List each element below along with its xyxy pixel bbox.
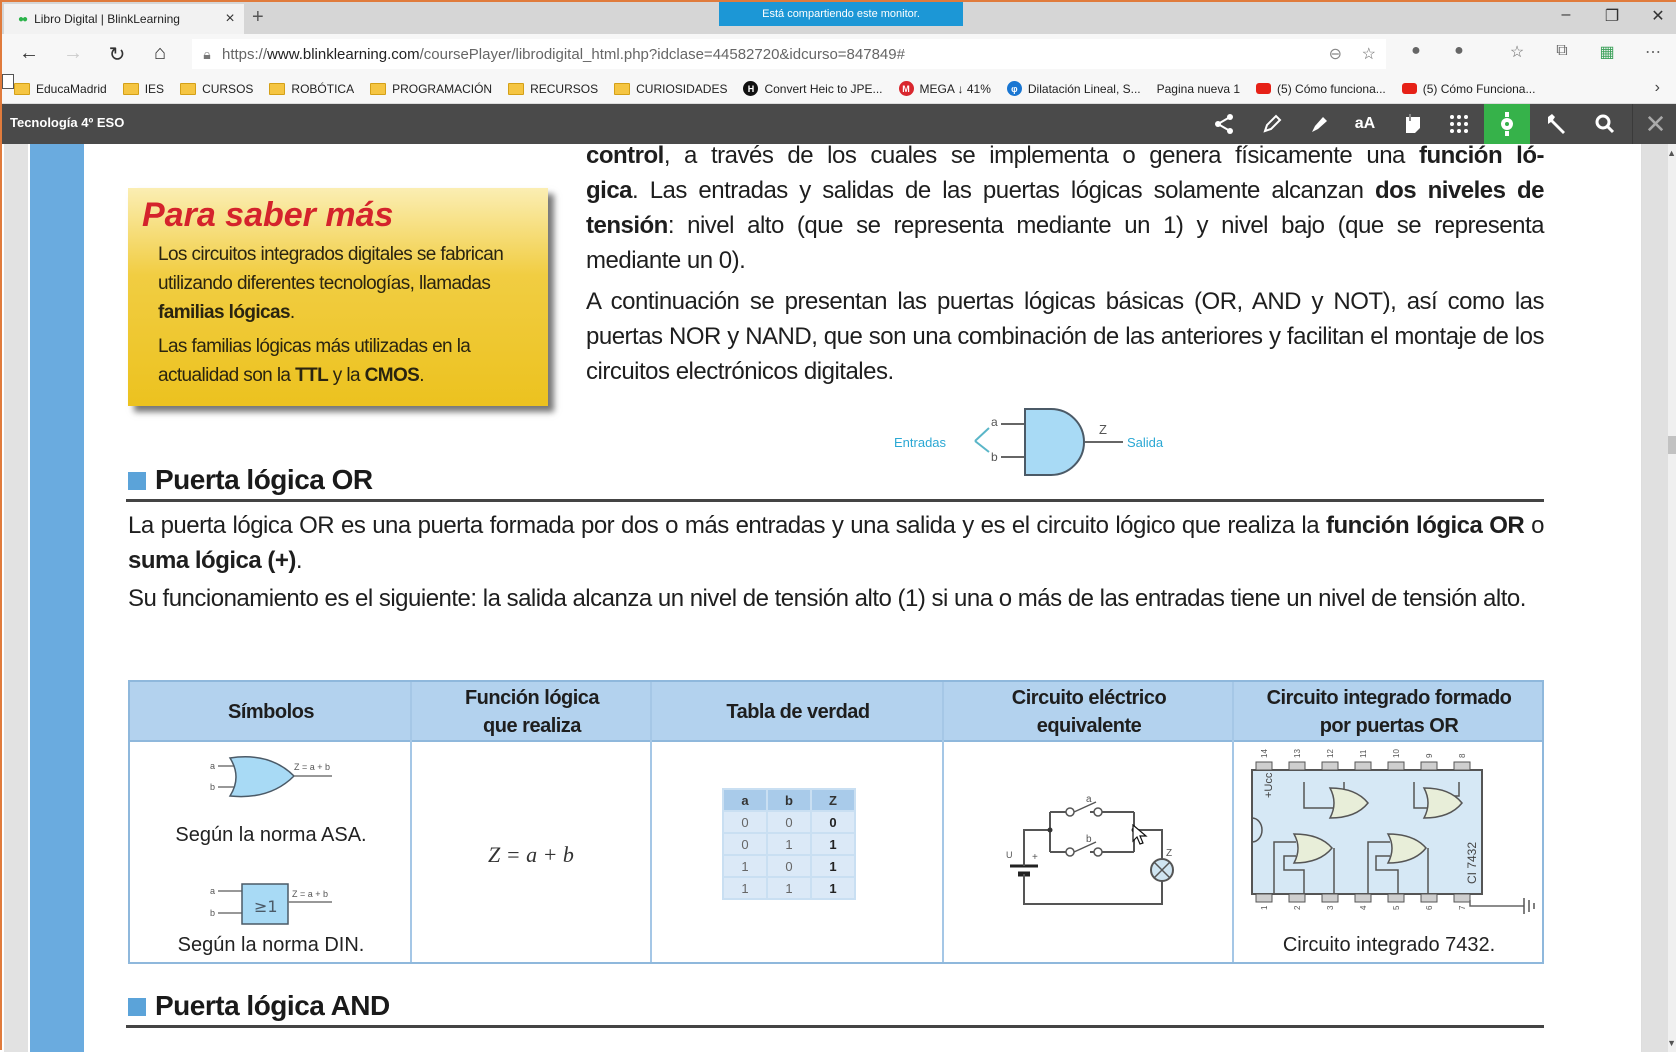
or-paragraph-2: Su funcionamiento es el siguiente: la salida alcanza un nivel de tensión alto (1) si una o más de las entradas tiene un nivel de tensión alto.: [128, 585, 1526, 612]
heading-and-label: Puerta lógica AND: [155, 990, 390, 1021]
heading-bullet-icon: [128, 998, 146, 1016]
share-icon[interactable]: [1201, 104, 1247, 144]
site-favicon-icon: H: [743, 81, 758, 96]
ic-pin-number: 8: [1458, 753, 1467, 758]
gate-input-a: a: [991, 415, 998, 429]
text-size-icon[interactable]: aA: [1354, 115, 1376, 132]
truth-row: [723, 833, 855, 855]
bookmark-item[interactable]: [1007, 81, 1141, 96]
text-line: [586, 208, 1544, 243]
scrollbar-thumb[interactable]: [1668, 436, 1676, 454]
extension-icon[interactable]: ●: [1454, 42, 1464, 59]
para-saber-mas-box: [128, 188, 548, 406]
bookmark-label: (5) Cómo Funciona...: [1422, 81, 1536, 96]
section-heading-and: [126, 990, 1544, 1028]
switch-b-label: b: [1086, 834, 1092, 845]
folder-icon: [370, 83, 386, 95]
truth-row: [723, 855, 855, 877]
ic-pin: [1421, 762, 1437, 770]
ic-caption: Circuito integrado 7432.: [1282, 934, 1496, 956]
book-title: Tecnología 4º ESO: [10, 115, 125, 130]
forward-button[interactable]: →: [63, 42, 83, 64]
text-run: Las familias lógicas más utilizadas en la actualidad son la: [158, 336, 471, 386]
svg-text:a: a: [210, 761, 216, 771]
tab-strip: [2, 2, 1676, 34]
navigation-bar: [2, 34, 1676, 74]
extension-icon[interactable]: ●: [1411, 42, 1421, 59]
bookmark-label: EducaMadrid: [36, 81, 107, 96]
ic-pin: [1388, 894, 1404, 902]
ic-pin: [1355, 762, 1371, 770]
ic-pin-number: 4: [1359, 905, 1368, 910]
marker-icon[interactable]: [1296, 104, 1342, 144]
asa-caption: Según la norma ASA.: [175, 824, 367, 846]
header-circuito-electrico: Circuito eléctrico equivalente: [1011, 687, 1167, 737]
youtube-icon: [1256, 83, 1271, 94]
truth-cell: 1: [723, 855, 767, 877]
youtube-icon: [1402, 83, 1417, 94]
tab-close-button[interactable]: ×: [225, 10, 235, 27]
folder-icon: [614, 83, 630, 95]
ic-pin-number: 12: [1326, 749, 1335, 758]
text-run: o: [1524, 512, 1544, 539]
text-line: [586, 144, 1544, 173]
truth-cell: 0: [811, 811, 855, 833]
favorite-star-icon[interactable]: ☆: [1361, 46, 1376, 63]
text-run: y la: [328, 365, 365, 386]
switch-a: [1074, 802, 1096, 812]
text-line: [586, 173, 1544, 208]
text-run: : nivel alto (que se representa mediante un 1) y nivel bajo (que se representa: [667, 212, 1544, 239]
text-run: . Las entradas y salidas de las puertas lógicas solamente alcanzan: [632, 177, 1375, 204]
bookmark-item[interactable]: [1256, 82, 1386, 96]
bookmark-label: RECURSOS: [530, 81, 599, 96]
switch-b-contact: [1066, 848, 1074, 856]
bookmark-label: MEGA ↓ 41%: [919, 81, 991, 96]
bookmark-item[interactable]: [123, 82, 164, 96]
or-paragraph-1: [128, 508, 1544, 578]
truth-cell: 1: [811, 855, 855, 877]
truth-header-cell: a: [723, 789, 767, 811]
folder-icon: [180, 83, 196, 95]
entradas-bracket: [975, 428, 989, 452]
ic-pin-number: 10: [1392, 749, 1401, 758]
ic-pin: [1289, 762, 1305, 770]
truth-cell: 1: [723, 877, 767, 899]
truth-cell: 0: [723, 811, 767, 833]
ic-pin-number: 9: [1425, 753, 1434, 758]
bookmark-label: CURIOSIDADES: [636, 81, 728, 96]
bookmark-label: (5) Cómo funciona...: [1277, 81, 1386, 96]
ic-pin-number: 1: [1260, 905, 1269, 910]
bold-text: control: [586, 144, 664, 169]
switch-b: [1074, 842, 1096, 852]
truth-cell: 1: [811, 833, 855, 855]
din-output-label: Z = a + b: [292, 889, 329, 899]
scroll-down-arrow[interactable]: ▼: [1667, 1038, 1676, 1048]
screen-sharing-banner[interactable]: Está compartiendo este monitor.: [719, 2, 963, 26]
truth-header-cell: Z: [811, 789, 855, 811]
url-host: www.blinklearning.com: [267, 45, 420, 63]
vertical-scrollbar[interactable]: [1641, 144, 1676, 1052]
text-run: .: [289, 302, 295, 323]
switch-a-contact: [1094, 808, 1102, 816]
close-book-button[interactable]: ✕: [1632, 104, 1676, 144]
ic-body: [1252, 770, 1482, 894]
reload-button[interactable]: ↻: [108, 44, 126, 66]
ic-pin: [1289, 894, 1305, 902]
bookmark-label: PROGRAMACIÓN: [392, 81, 493, 96]
switch-a-label: a: [1086, 794, 1092, 805]
truth-header-cell: b: [767, 789, 811, 811]
bold-text: función lógica OR: [1326, 512, 1525, 539]
intro-paragraph-2: A continuación se presentan las puertas lógicas básicas (OR, AND y NOT), así como las puertas NOR y NAND, que son una combinación de las anteriores y facilitan el montaje de los circuitos electrónicos digitales.: [586, 288, 1544, 385]
site-favicon-icon: φ: [1007, 81, 1022, 96]
bold-text: suma lógica (+): [128, 547, 296, 574]
bookmark-item[interactable]: [614, 82, 727, 96]
back-button[interactable]: ←: [19, 42, 39, 64]
book-viewer[interactable]: [4, 144, 1676, 1052]
home-button[interactable]: ⌂: [153, 42, 167, 64]
pencil-icon[interactable]: [1249, 104, 1295, 144]
bookmark-label: IES: [144, 81, 165, 96]
entradas-label: Entradas: [894, 435, 947, 450]
gate-input-wires: [1001, 424, 1025, 457]
bold-text: dos niveles de: [1374, 177, 1544, 204]
bookmark-item[interactable]: [1402, 82, 1536, 96]
truth-cell: 0: [767, 811, 811, 833]
din-symbol-label: ≥1: [254, 897, 278, 916]
bookmark-label: Convert Heic to JPE...: [764, 81, 883, 96]
text-line: [586, 243, 1544, 278]
svg-text:b: b: [210, 782, 216, 792]
ic-pin: [1454, 762, 1470, 770]
svg-text:a: a: [210, 886, 216, 896]
mouse-cursor-icon: [1132, 824, 1148, 846]
text-run: Los circuitos integrados digitales se fabrican utilizando diferentes tecnologías, llamadas: [158, 244, 504, 294]
section-heading-or: [126, 464, 1544, 502]
address-bar[interactable]: [192, 39, 1386, 69]
din-caption: Según la norma DIN.: [177, 934, 365, 956]
ic-pin-number: 3: [1326, 905, 1335, 910]
or-symbol-din: [204, 882, 334, 928]
truth-cell: 1: [767, 833, 811, 855]
ic-pin-number: 6: [1425, 905, 1434, 910]
bookmark-item[interactable]: [180, 82, 253, 96]
url-scheme: https://: [222, 45, 268, 63]
bookmark-item[interactable]: [14, 82, 107, 96]
ic-pin-number: 2: [1293, 905, 1302, 910]
scrollbar-track[interactable]: [1642, 144, 1668, 1052]
switch-b-contact: [1094, 848, 1102, 856]
collections-icon[interactable]: ⧉: [1556, 42, 1568, 59]
bold-text: familias lógicas: [158, 302, 290, 323]
ic-pin: [1256, 894, 1272, 902]
more-icon[interactable]: ⋯: [1645, 44, 1661, 61]
bookmark-item[interactable]: [743, 81, 882, 96]
zoom-out-icon[interactable]: ⊖: [1328, 46, 1342, 63]
gate-output-z: Z: [1099, 422, 1107, 437]
ground-icon: [1524, 898, 1534, 914]
bold-text: tensión: [586, 212, 668, 239]
bookmark-label: Dilatación Lineal, S...: [1027, 81, 1141, 96]
truth-row: [723, 877, 855, 899]
bookmark-item[interactable]: [508, 82, 598, 96]
search-icon[interactable]: [1582, 104, 1628, 144]
intro-paragraph: [586, 144, 1544, 278]
ic-pin: [1322, 762, 1338, 770]
page-icon: [2, 74, 14, 89]
ic-pin: [1388, 762, 1404, 770]
browser-tab-active[interactable]: [4, 4, 244, 34]
folder-icon: [508, 83, 524, 95]
wrench-icon[interactable]: [1534, 104, 1580, 144]
url-path: /coursePlayer/librodigital_html.php?idclase=44582720&idcurso=847849#: [419, 45, 905, 63]
restore-button[interactable]: ❐: [1604, 8, 1620, 25]
bookmark-item[interactable]: [899, 81, 991, 96]
ic-pin-number: 11: [1359, 749, 1368, 758]
truth-cell: 0: [723, 833, 767, 855]
favorites-list-icon[interactable]: ☆: [1509, 44, 1525, 61]
truth-row: [723, 811, 855, 833]
text-run: , a través de los cuales se implementa o genera físicamente una: [663, 144, 1419, 169]
site-favicon-icon: M: [899, 81, 914, 96]
equivalent-circuit: [994, 790, 1184, 910]
close-window-button[interactable]: ✕: [1651, 8, 1665, 25]
bookmark-item[interactable]: [1157, 82, 1240, 96]
ic-pin-number: 13: [1293, 749, 1302, 758]
tab-title: Libro Digital | BlinkLearning: [34, 12, 180, 26]
ic-pin: [1256, 762, 1272, 770]
ic-pin: [1355, 894, 1371, 902]
saber-mas-text-2: [158, 332, 538, 390]
folder-icon: [269, 83, 285, 95]
header-tabla-verdad: Tabla de verdad: [726, 701, 870, 723]
book-toolbar: [2, 104, 1676, 144]
lamp-label: Z: [1166, 848, 1173, 859]
text-run: .: [295, 547, 303, 574]
bookmarks-overflow-chevron-icon[interactable]: ›: [1654, 79, 1660, 96]
or-symbol-asa: [204, 754, 334, 800]
bold-text: CMOS: [364, 365, 420, 386]
bookmark-item[interactable]: [370, 82, 492, 96]
text-run: .: [419, 365, 424, 386]
salida-label: Salida: [1127, 435, 1164, 450]
saber-mas-text-1: [158, 240, 538, 327]
ic-7432-diagram: [1244, 748, 1544, 918]
truth-table: [722, 788, 856, 900]
apps-grid-icon[interactable]: [1436, 104, 1482, 144]
bookmark-label: Pagina nueva 1: [1156, 81, 1241, 96]
or-function-formula: Z = a + b: [488, 842, 574, 867]
text-run: La puerta lógica OR es una puerta formada por dos o más entradas y una salida y es el circuito lógico que realiza la: [128, 512, 1326, 539]
new-tab-button[interactable]: +: [252, 6, 264, 28]
truth-cell: 0: [767, 855, 811, 877]
bookmark-label: ROBÓTICA: [291, 81, 355, 96]
ic-pin: [1322, 894, 1338, 902]
ic-vcc-label: +Ucc: [1263, 772, 1275, 798]
truth-cell: 1: [811, 877, 855, 899]
svg-text:b: b: [210, 908, 216, 918]
ic-pin-number: 5: [1392, 905, 1401, 910]
switch-a-contact: [1066, 808, 1074, 816]
gate-input-b: b: [991, 450, 998, 464]
bold-text: TTL: [295, 365, 329, 386]
ic-pin-number: 14: [1260, 749, 1269, 758]
book-page: [4, 144, 1641, 1052]
plus-label: +: [1032, 852, 1038, 863]
ic-pin-number: 7: [1458, 905, 1467, 910]
notes-icon[interactable]: [1390, 104, 1436, 144]
bold-text: función ló-: [1418, 144, 1544, 169]
minimize-button[interactable]: –: [1561, 6, 1571, 23]
asa-output-label: Z = a + b: [294, 762, 331, 772]
header-circuito-integrado: Circuito integrado formado por puertas OR: [1266, 687, 1512, 737]
calculator-extension-icon[interactable]: ▦: [1599, 44, 1615, 61]
lock-icon: 🔒︎: [203, 45, 211, 62]
truth-cell: 1: [767, 877, 811, 899]
folder-icon: [123, 83, 139, 95]
heading-or-label: Puerta lógica OR: [155, 464, 373, 495]
header-funcion-logica: Función lógica que realiza: [464, 687, 600, 737]
ic-part-label: CI 7432: [1465, 841, 1479, 884]
source-label: U: [1006, 850, 1013, 860]
truth-header-row: [723, 789, 855, 811]
bookmark-label: CURSOS: [202, 81, 254, 96]
scroll-up-arrow[interactable]: ▲: [1667, 148, 1676, 158]
text-run: mediante un 0).: [586, 247, 746, 274]
recording-indicator-icon: ●●: [18, 13, 27, 25]
ic-pin: [1454, 894, 1470, 902]
header-simbolos: Símbolos: [227, 701, 314, 723]
saber-mas-title: Para saber más: [142, 196, 394, 234]
heading-bullet-icon: [128, 472, 146, 490]
ic-pin: [1421, 894, 1437, 902]
folder-icon: [14, 83, 30, 95]
ruler-tool-icon[interactable]: [1484, 104, 1530, 144]
bookmarks-bar: [2, 74, 1676, 104]
bookmark-item[interactable]: [269, 82, 354, 96]
bold-text: gica: [586, 177, 633, 204]
